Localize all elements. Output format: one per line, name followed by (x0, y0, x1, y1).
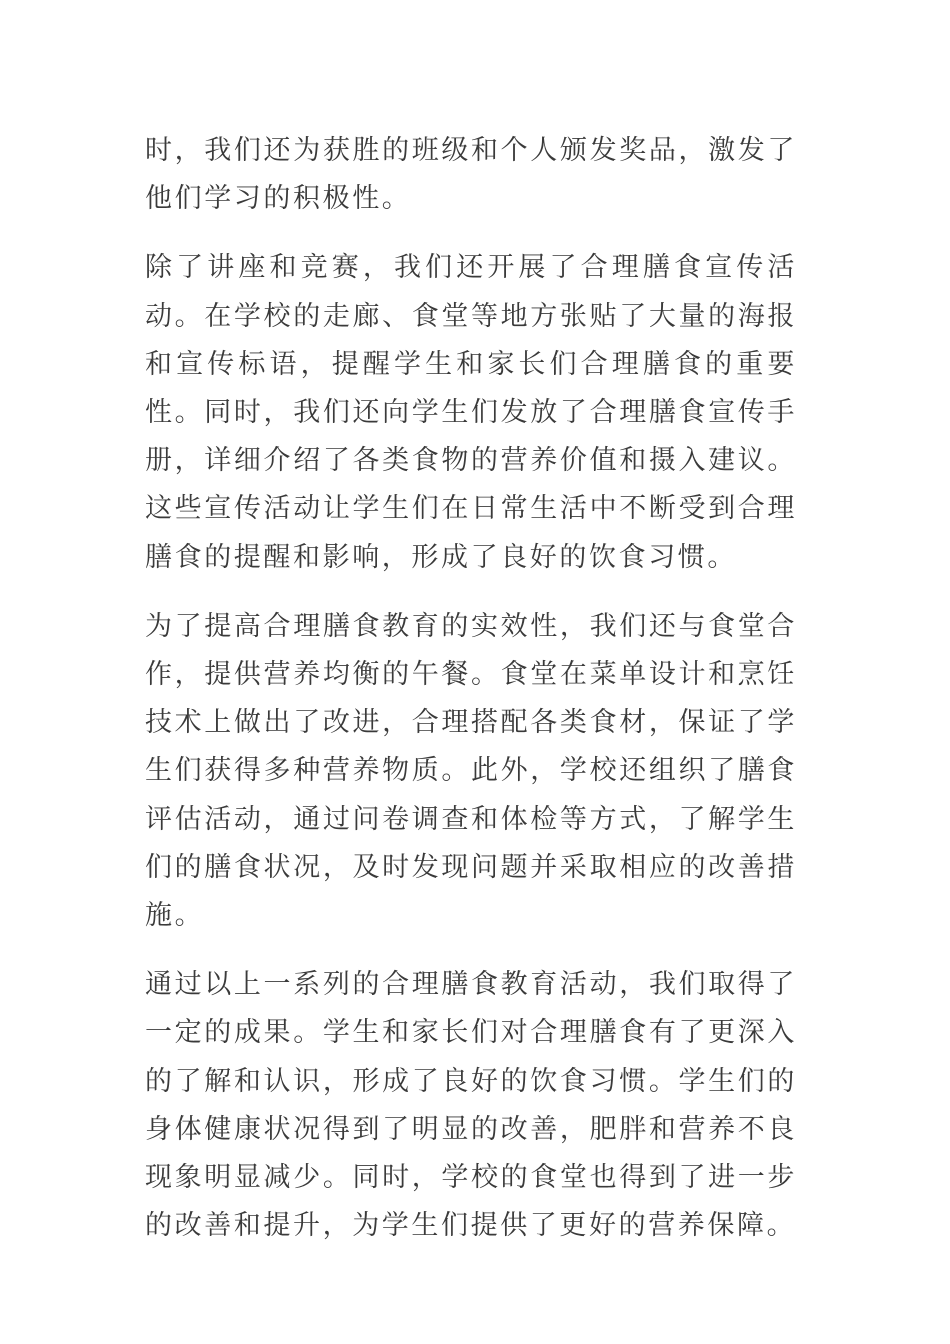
paragraph-awards: 时，我们还为获胜的班级和个人颁发奖品，激发了他们学习的积极性。 (145, 135, 797, 215)
paragraph-cafeteria: 为了提高合理膳食教育的实效性，我们还与食堂合作，提供营养均衡的午餐。食堂在菜单设计和烹饪技术上做出了改进，合理搭配各类食材，保证了学生们获得多种营养物质。此外，学校还组织了膳食评估活动，通过问卷调查和体检等方式，了解学生们的膳食状况，及时发现问题并采取相应的改善措施。 (145, 610, 797, 932)
document-body (145, 127, 797, 1271)
paragraph-results: 通过以上一系列的合理膳食教育活动，我们取得了一定的成果。学生和家长们对合理膳食有了更深入的了解和认识，形成了良好的饮食习惯。学生们的身体健康状况得到了明显的改善，肥胖和营养不良现象明显减少。同时，学校的食堂也得到了进一步的改善和提升，为学生们提供了更好的营养保障。 (145, 969, 797, 1242)
paragraph-promotion: 除了讲座和竞赛，我们还开展了合理膳食宣传活动。在学校的走廊、食堂等地方张贴了大量的海报和宣传标语，提醒学生和家长们合理膳食的重要性。同时，我们还向学生们发放了合理膳食宣传手册，详细介绍了各类食物的营养价值和摄入建议。这些宣传活动让学生们在日常生活中不断受到合理膳食的提醒和影响，形成了良好的饮食习惯。 (145, 252, 797, 573)
